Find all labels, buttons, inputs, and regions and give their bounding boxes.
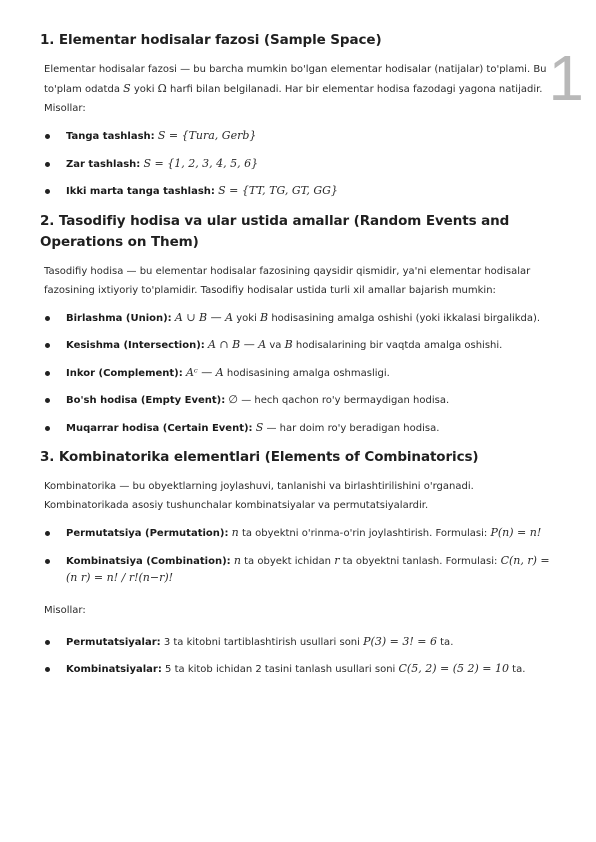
document-content [40,30,552,689]
bullet-icon [45,640,50,645]
operations-list [40,310,552,437]
section-paragraph: Tasodifiy hodisa — bu elementar hodisalar fazosining qaysidir qismidir, ya'ni elementar hodisalar fazosining ixtiyoriy to'plamidir. Tasodifiy hodisalar ustida turli xil amallar bajarish mumkin: [44,265,531,296]
bullet-icon [45,371,50,376]
examples-heading: Misollar: [44,604,86,616]
bullet-icon [45,531,50,536]
section-paragraph: Elementar hodisalar fazosi — bu barcha mumkin bo'lgan elementar hodisalar (natijalar) to'plami. Bu to'plam odatda S yoki Ω harfi bilan belgilanadi. Har bir elementar hodisa fazodagi yagona natijadir. Misollar: [44,64,547,114]
page-number: 1 [548,42,584,114]
list-item: Birlashma (Union): A ∪ B — A yoki B hodisasining amalga oshishi (yoki ikkalasi birgalikda). [40,310,552,327]
section-title: 3. Kombinatorika elementlari (Elements of Combinatorics) [40,449,479,465]
list-item: Bo'sh hodisa (Empty Event): ∅ — hech qachon ro'y bermaydigan hodisa. [40,392,552,409]
bullet-icon [45,426,50,431]
section-title: 1. Elementar hodisalar fazosi (Sample Space) [40,32,382,48]
bullet-icon [45,316,50,321]
list-item: Permutatsiyalar: 3 ta kitobni tartiblashtirish usullari soni P(3) = 3! = 6 ta. [40,634,552,651]
list-item: Permutatsiya (Permutation): n ta obyektni o'rinma-o'rin joylashtirish. Formulasi: P(n) = n! [40,525,552,542]
section-paragraph: Kombinatorika — bu obyektlarning joylashuvi, tanlanishi va birlashtirilishini o'rganadi. Kombinatorikada asosiy tushunchalar kombinatsiyalar va permutatsiyalardir. [44,481,474,511]
list-item: Kesishma (Intersection): A ∩ B — A va B hodisalarining bir vaqtda amalga oshishi. [40,337,552,354]
list-item: Muqarrar hodisa (Certain Event): S — har doim ro'y beradigan hodisa. [40,420,552,437]
section-title: 2. Tasodifiy hodisa va ular ustida amallar (Random Events and Operations on Them) [40,212,510,250]
list-item: Zar tashlash: S = {1, 2, 3, 4, 5, 6} [40,156,552,173]
list-item: Inkor (Complement): Aᶜ — A hodisasining amalga oshmasligi. [40,365,552,382]
bullet-icon [45,398,50,403]
section-sample-space [40,30,552,200]
section-random-events [40,211,552,437]
list-item: Tanga tashlash: S = {Tura, Gerb} [40,128,552,145]
bullet-icon [45,667,50,672]
section-combinatorics [40,447,552,678]
bullet-icon [45,343,50,348]
bullet-icon [45,189,50,194]
definitions-list [40,525,552,587]
bullet-icon [45,134,50,139]
list-item: Kombinatsiyalar: 5 ta kitob ichidan 2 tasini tanlash usullari soni C(5, 2) = (5 2) = 10 ta. [40,661,552,678]
list-item: Ikki marta tanga tashlash: S = {TT, TG, GT, GG} [40,183,552,200]
bullet-icon [45,559,50,564]
list-item: Kombinatsiya (Combination): n ta obyekt ichidan r ta obyektni tanlash. Formulasi: C(n, r) = (n r) = n! / r!(n−r)! [40,553,552,587]
examples-list [40,128,552,200]
examples-list [40,634,552,679]
bullet-icon [45,162,50,167]
